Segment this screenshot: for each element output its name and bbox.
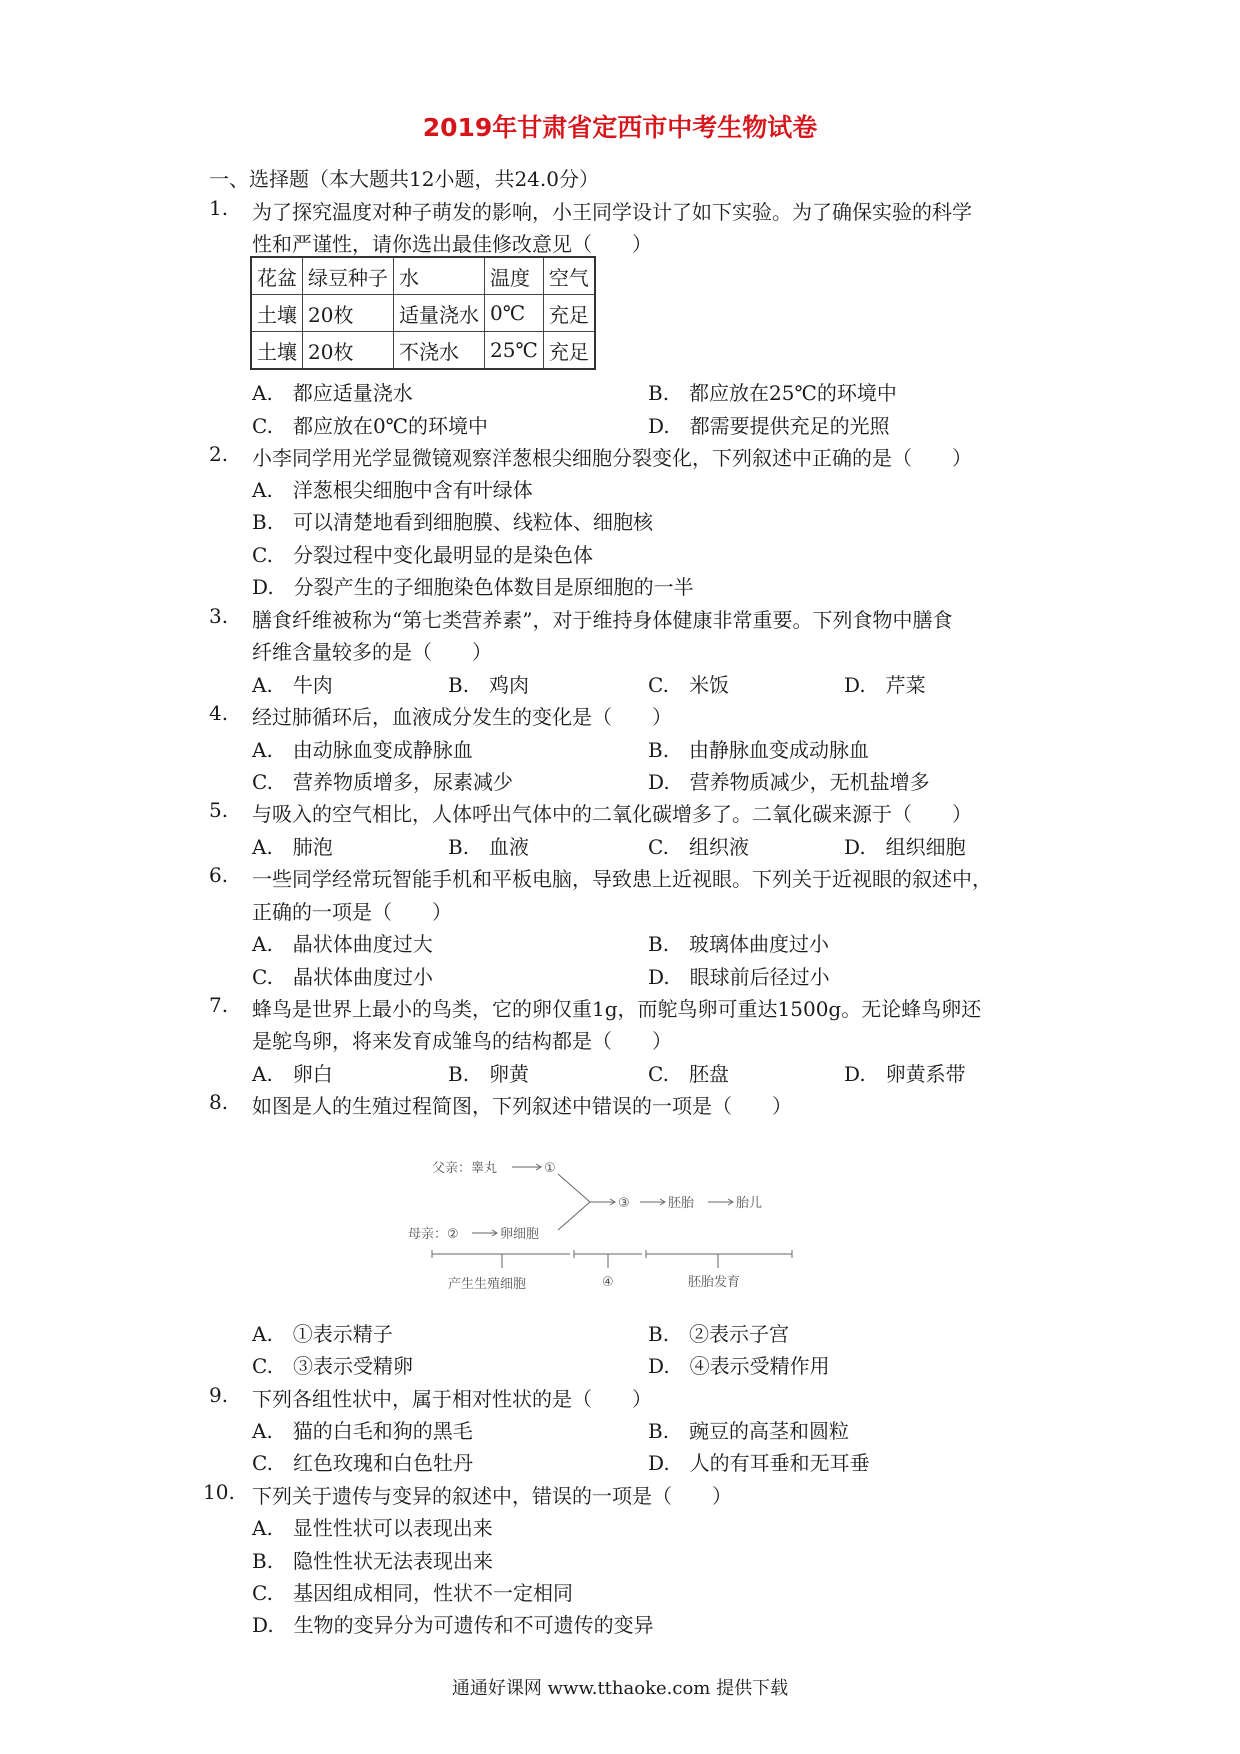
q9-option-b: B. 豌豆的高茎和圆粒 [648,1419,850,1443]
q7-option-d: D. 卵黄系带 [844,1062,966,1086]
q6-stem-line2: 正确的一项是（ ） [252,900,452,924]
q9-option-d: D. 人的有耳垂和无耳垂 [648,1451,870,1475]
q5-option-b: B. 血液 [448,835,530,859]
q7-option-a: A. 卵白 [252,1062,333,1086]
q1-stem-line2: 性和严谨性，请你选出最佳修改意见（ ） [252,232,652,256]
q3-option-d: D. 芹菜 [844,673,926,697]
q9-stem-line1: 下列各组性状中，属于相对性状的是（ ） [252,1387,652,1411]
page-title: 2019年甘肃省定西市中考生物试卷 [422,113,818,142]
q3-option-c: C. 米饭 [648,673,729,697]
q4-option-b: B. 由静脉血变成动脉血 [648,738,870,762]
q8-option-a: A. ①表示精子 [252,1322,393,1346]
q4-option-d: D. 营养物质减少，无机盐增多 [648,770,930,794]
reproduction-diagram [408,1152,832,1302]
q2-option-c: C. 分裂过程中变化最明显的是染色体 [252,543,593,567]
diagram-fetus-label: 胎儿 [736,1196,763,1211]
q5-option-c: C. 组织液 [648,835,749,859]
q4-option-a: A. 由动脉血变成静脉血 [252,738,473,762]
q8-option-c: C. ③表示受精卵 [252,1354,413,1378]
q5-option-d: D. 组织细胞 [844,835,966,859]
table-cell: 不浇水 [394,332,485,370]
q6-stem-line1: 一些同学经常玩智能手机和平板电脑，导致患上近视眼。下列关于近视眼的叙述中， [252,867,992,891]
table-header-row [251,257,595,295]
q2-option-a: A. 洋葱根尖细胞中含有叶绿体 [252,478,533,502]
q10-number: 10. [203,1480,235,1504]
table-header-cell: 花盆 [251,257,303,295]
q10-option-b: B. 隐性性状无法表现出来 [252,1549,494,1573]
q7-number: 7. [209,993,229,1017]
q8-option-d: D. ④表示受精作用 [648,1354,830,1378]
q3-option-b: B. 鸡肉 [448,673,530,697]
q5-option-a: A. 肺泡 [252,835,333,859]
section-heading: 一、选择题（本大题共12小题，共24.0分） [209,167,599,191]
q3-number: 3. [209,604,229,628]
table-cell: 土壤 [251,332,303,370]
diagram-father-label: 父亲：睾丸 [432,1161,498,1176]
q3-stem-line2: 纤维含量较多的是（ ） [252,640,492,664]
q6-option-a: A. 晶状体曲度过大 [252,932,433,956]
q2-option-d: D. 分裂产生的子细胞染色体数目是原细胞的一半 [252,575,694,599]
table-row [251,295,595,332]
q10-stem-line1: 下列关于遗传与变异的叙述中，错误的一项是（ ） [252,1484,732,1508]
diagram-development-label: 胚胎发育 [688,1275,741,1290]
q3-option-a: A. 牛肉 [252,673,333,697]
q3-stem-line1: 膳食纤维被称为“第七类营养素”，对于维持身体健康非常重要。下列食物中膳食 [252,608,953,632]
table-cell: 20枚 [303,332,394,370]
diagram-egg-label: 卵细胞 [500,1227,540,1242]
q6-option-d: D. 眼球前后径过小 [648,965,830,989]
table-cell: 适量浇水 [394,295,485,332]
table-row [251,332,595,370]
q7-option-b: B. 卵黄 [448,1062,530,1086]
q4-stem-line1: 经过肺循环后，血液成分发生的变化是（ ） [252,705,672,729]
q6-number: 6. [209,863,229,887]
table-cell: 充足 [543,295,595,332]
table-header-cell: 温度 [485,257,544,295]
table-cell: 25℃ [485,332,544,370]
q2-stem-line1: 小李同学用光学显微镜观察洋葱根尖细胞分裂变化，下列叙述中正确的是（ ） [252,446,972,470]
table-header-cell: 绿豆种子 [303,257,394,295]
q1-option-c: C. 都应放在0℃的环境中 [252,414,489,438]
table-cell: 20枚 [303,295,394,332]
table-cell: 土壤 [251,295,303,332]
q1-number: 1. [209,196,229,220]
q4-option-c: C. 营养物质增多，尿素减少 [252,770,513,794]
q6-option-b: B. 玻璃体曲度过小 [648,932,830,956]
diagram-circle-1: ① [544,1161,556,1176]
experiment-table [250,256,596,370]
table-cell: 充足 [543,332,595,370]
q7-option-c: C. 胚盘 [648,1062,729,1086]
q10-option-a: A. 显性性状可以表现出来 [252,1516,493,1540]
q9-option-c: C. 红色玫瑰和白色牡丹 [252,1451,473,1475]
q8-option-b: B. ②表示子宫 [648,1322,790,1346]
q2-option-b: B. 可以清楚地看到细胞膜、线粒体、细胞核 [252,510,654,534]
q5-number: 5. [209,798,229,822]
q5-stem-line1: 与吸入的空气相比，人体呼出气体中的二氧化碳增多了。二氧化碳来源于（ ） [252,802,972,826]
diagram-mother-label: 母亲：② [408,1227,459,1242]
diagram-embryo-label: 胚胎 [668,1196,695,1211]
diagram-circle-3: ③ [618,1196,630,1211]
diagram-circle-4: ④ [602,1275,614,1290]
q1-option-d: D. 都需要提供充足的光照 [648,414,890,438]
q7-stem-line1: 蜂鸟是世界上最小的鸟类，它的卵仅重1g，而鸵鸟卵可重达1500g。无论蜂鸟卵还 [252,997,982,1021]
q2-number: 2. [209,442,229,466]
q9-option-a: A. 猫的白毛和狗的黑毛 [252,1419,473,1443]
q9-number: 9. [209,1383,229,1407]
table-header-cell: 空气 [543,257,595,295]
q8-stem-line1: 如图是人的生殖过程简图，下列叙述中错误的一项是（ ） [252,1094,792,1118]
q10-option-d: D. 生物的变异分为可遗传和不可遗传的变异 [252,1613,654,1637]
q6-option-c: C. 晶状体曲度过小 [252,965,433,989]
table-header-cell: 水 [394,257,485,295]
q1-option-b: B. 都应放在25℃的环境中 [648,381,897,405]
q8-number: 8. [209,1090,229,1114]
q7-stem-line2: 是鸵鸟卵，将来发育成雏鸟的结构都是（ ） [252,1029,672,1053]
diagram-gamete-label: 产生生殖细胞 [448,1277,527,1292]
page-footer: 通通好课网 www.tthaoke.com 提供下载 [451,1678,789,1699]
q1-stem-line1: 为了探究温度对种子萌发的影响，小王同学设计了如下实验。为了确保实验的科学 [252,200,972,224]
q4-number: 4. [209,701,229,725]
table-cell: 0℃ [485,295,544,332]
q1-option-a: A. 都应适量浇水 [252,381,413,405]
q10-option-c: C. 基因组成相同，性状不一定相同 [252,1581,573,1605]
